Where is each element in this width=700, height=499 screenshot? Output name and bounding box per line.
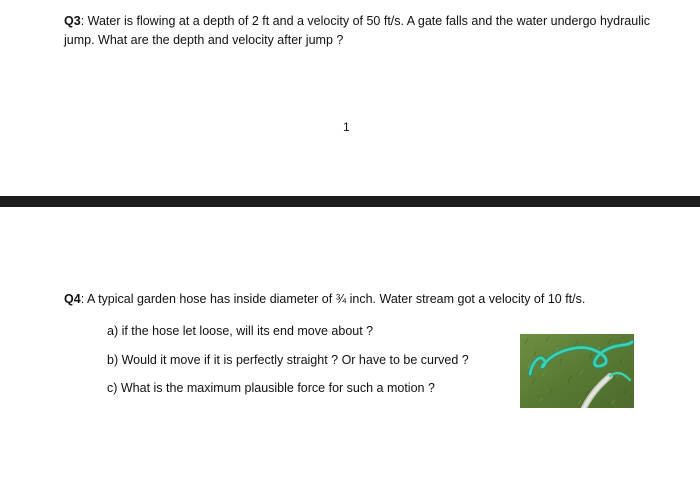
question-4-text: : A typical garden hose has inside diameter of ¾ inch. Water stream got a velocity of 10 ft/s. bbox=[80, 292, 586, 306]
page-separator bbox=[0, 196, 700, 207]
question-4-item-a: a) if the hose let loose, will its end move about ? bbox=[107, 324, 374, 338]
question-3-label: Q3 bbox=[64, 14, 81, 28]
question-4-item-b: b) Would it move if it is perfectly straight ? Or have to be curved ? bbox=[107, 353, 469, 367]
page-number: 1 bbox=[343, 120, 350, 134]
question-4 bbox=[64, 290, 684, 309]
question-4-label: Q4 bbox=[64, 292, 81, 306]
garden-hose-image bbox=[520, 334, 634, 408]
garden-hose-photo bbox=[520, 334, 634, 408]
question-3 bbox=[64, 12, 674, 50]
question-4-item-c: c) What is the maximum plausible force for such a motion ? bbox=[107, 381, 435, 395]
question-3-text: : Water is flowing at a depth of 2 ft and a velocity of 50 ft/s. A gate falls and the water undergo hydraulic jump. What are the depth and velocity after jump ? bbox=[64, 14, 650, 47]
